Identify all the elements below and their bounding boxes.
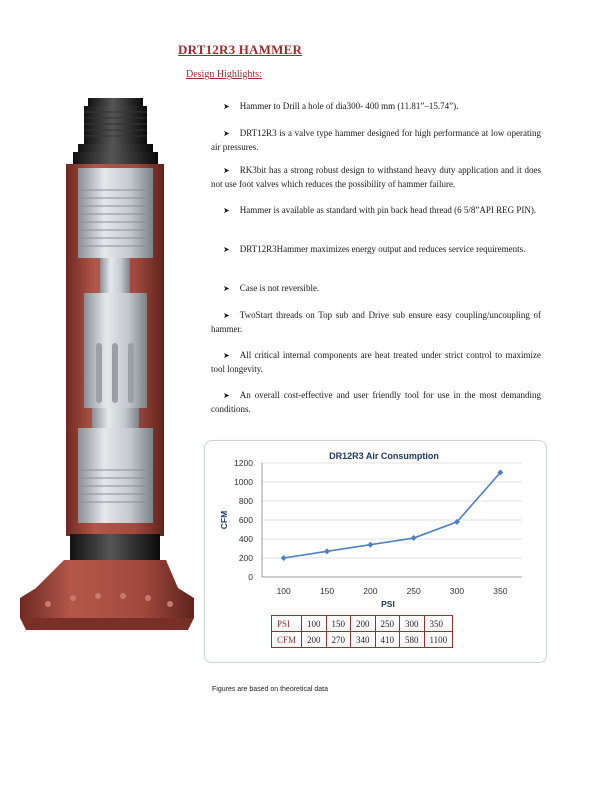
table-cell: 340: [351, 632, 376, 648]
page-title: DRT12R3 HAMMER: [178, 42, 303, 57]
arrowhead-icon: ➤: [223, 102, 230, 111]
arrowhead-icon: ➤: [223, 166, 230, 175]
arrowhead-icon: ➤: [223, 284, 230, 293]
x-axis-label: PSI: [381, 599, 395, 609]
table-cell: 1100: [424, 632, 453, 648]
table-row: [272, 616, 453, 632]
list-item: ➤ Case is not reversible.: [223, 283, 320, 293]
data-point: [281, 555, 287, 561]
table-cell: 150: [326, 616, 351, 632]
feed-tube: [100, 258, 130, 293]
top-sub-shoulder: [73, 152, 158, 166]
arrowhead-icon: ➤: [223, 129, 230, 138]
hammer-illustration: [18, 98, 198, 638]
data-point: [324, 548, 330, 554]
y-tick-label: 200: [238, 553, 253, 563]
table-cell: 410: [375, 632, 400, 648]
list-item: ➤ Hammer to Drill a hole of dia300- 400 mm (11.81”–15.74”).: [223, 101, 459, 111]
list-item: ➤ DRT12R3Hammer maximizes energy output and reduces service requirements.: [223, 244, 526, 254]
drill-bit-head: [20, 560, 194, 618]
y-tick-label: 1200: [234, 458, 253, 468]
backhead: [78, 168, 153, 258]
y-tick-label: 1000: [234, 477, 253, 487]
arrowhead-icon: ➤: [223, 245, 230, 254]
x-tick-label: 150: [319, 586, 335, 596]
arrowhead-icon: ➤: [223, 351, 230, 360]
data-point: [367, 542, 373, 548]
x-tick-label: 250: [406, 586, 421, 596]
list-item: ➤ RK3bit has a strong robust design to withstand heavy duty application and it does not use foot valves which reduces the possibility of hammer failure.: [211, 165, 541, 189]
section-heading: Design Highlights:: [186, 69, 262, 80]
y-axis-label: CFM: [219, 510, 229, 530]
table-cell: 580: [400, 632, 425, 648]
list-item: ➤ All critical internal components are heat treated under strict control to maximize tool longevity.: [211, 350, 541, 374]
data-point: [411, 535, 417, 541]
list-item: ➤ Hammer is available as standard with pin back head thread (6 5/8”API REG PIN).: [223, 205, 537, 215]
drive-sub: [78, 428, 153, 523]
arrowhead-icon: ➤: [223, 391, 230, 400]
list-item: ➤ TwoStart threads on Top sub and Drive sub ensure easy coupling/uncoupling of hammer.: [211, 310, 541, 334]
table-cell: 250: [375, 616, 400, 632]
table-cell: 350: [424, 616, 453, 632]
y-tick-label: 800: [238, 496, 253, 506]
table-row: [272, 632, 453, 648]
x-tick-label: 350: [493, 586, 508, 596]
data-table: [271, 615, 453, 648]
row-label: CFM: [272, 632, 302, 648]
arrowhead-icon: ➤: [223, 311, 230, 320]
row-label: PSI: [272, 616, 302, 632]
guide-bushing: [92, 408, 139, 428]
y-tick-label: 400: [238, 534, 253, 544]
table-cell: 200: [302, 632, 327, 648]
list-item: ➤ DRT12R3 is a valve type hammer designed for high performance at low operating air pressures.: [211, 128, 541, 152]
x-tick-label: 300: [449, 586, 465, 596]
x-tick-label: 100: [276, 586, 291, 596]
list-item: ➤ An overall cost-effective and user friendly tool for use in the most demanding conditions.: [211, 390, 541, 414]
y-tick-label: 600: [238, 515, 253, 525]
table-cell: 200: [351, 616, 376, 632]
drive-sub-black: [70, 534, 160, 562]
chart-title: DR12R3 Air Consumption: [329, 451, 439, 461]
table-cell: 100: [302, 616, 327, 632]
footnote: Figures are based on theoretical data: [212, 686, 328, 693]
table-cell: 270: [326, 632, 351, 648]
series-line: [284, 473, 501, 559]
arrowhead-icon: ➤: [223, 206, 230, 215]
x-tick-label: 200: [363, 586, 378, 596]
table-cell: 300: [400, 616, 425, 632]
y-tick-label: 0: [248, 572, 253, 582]
